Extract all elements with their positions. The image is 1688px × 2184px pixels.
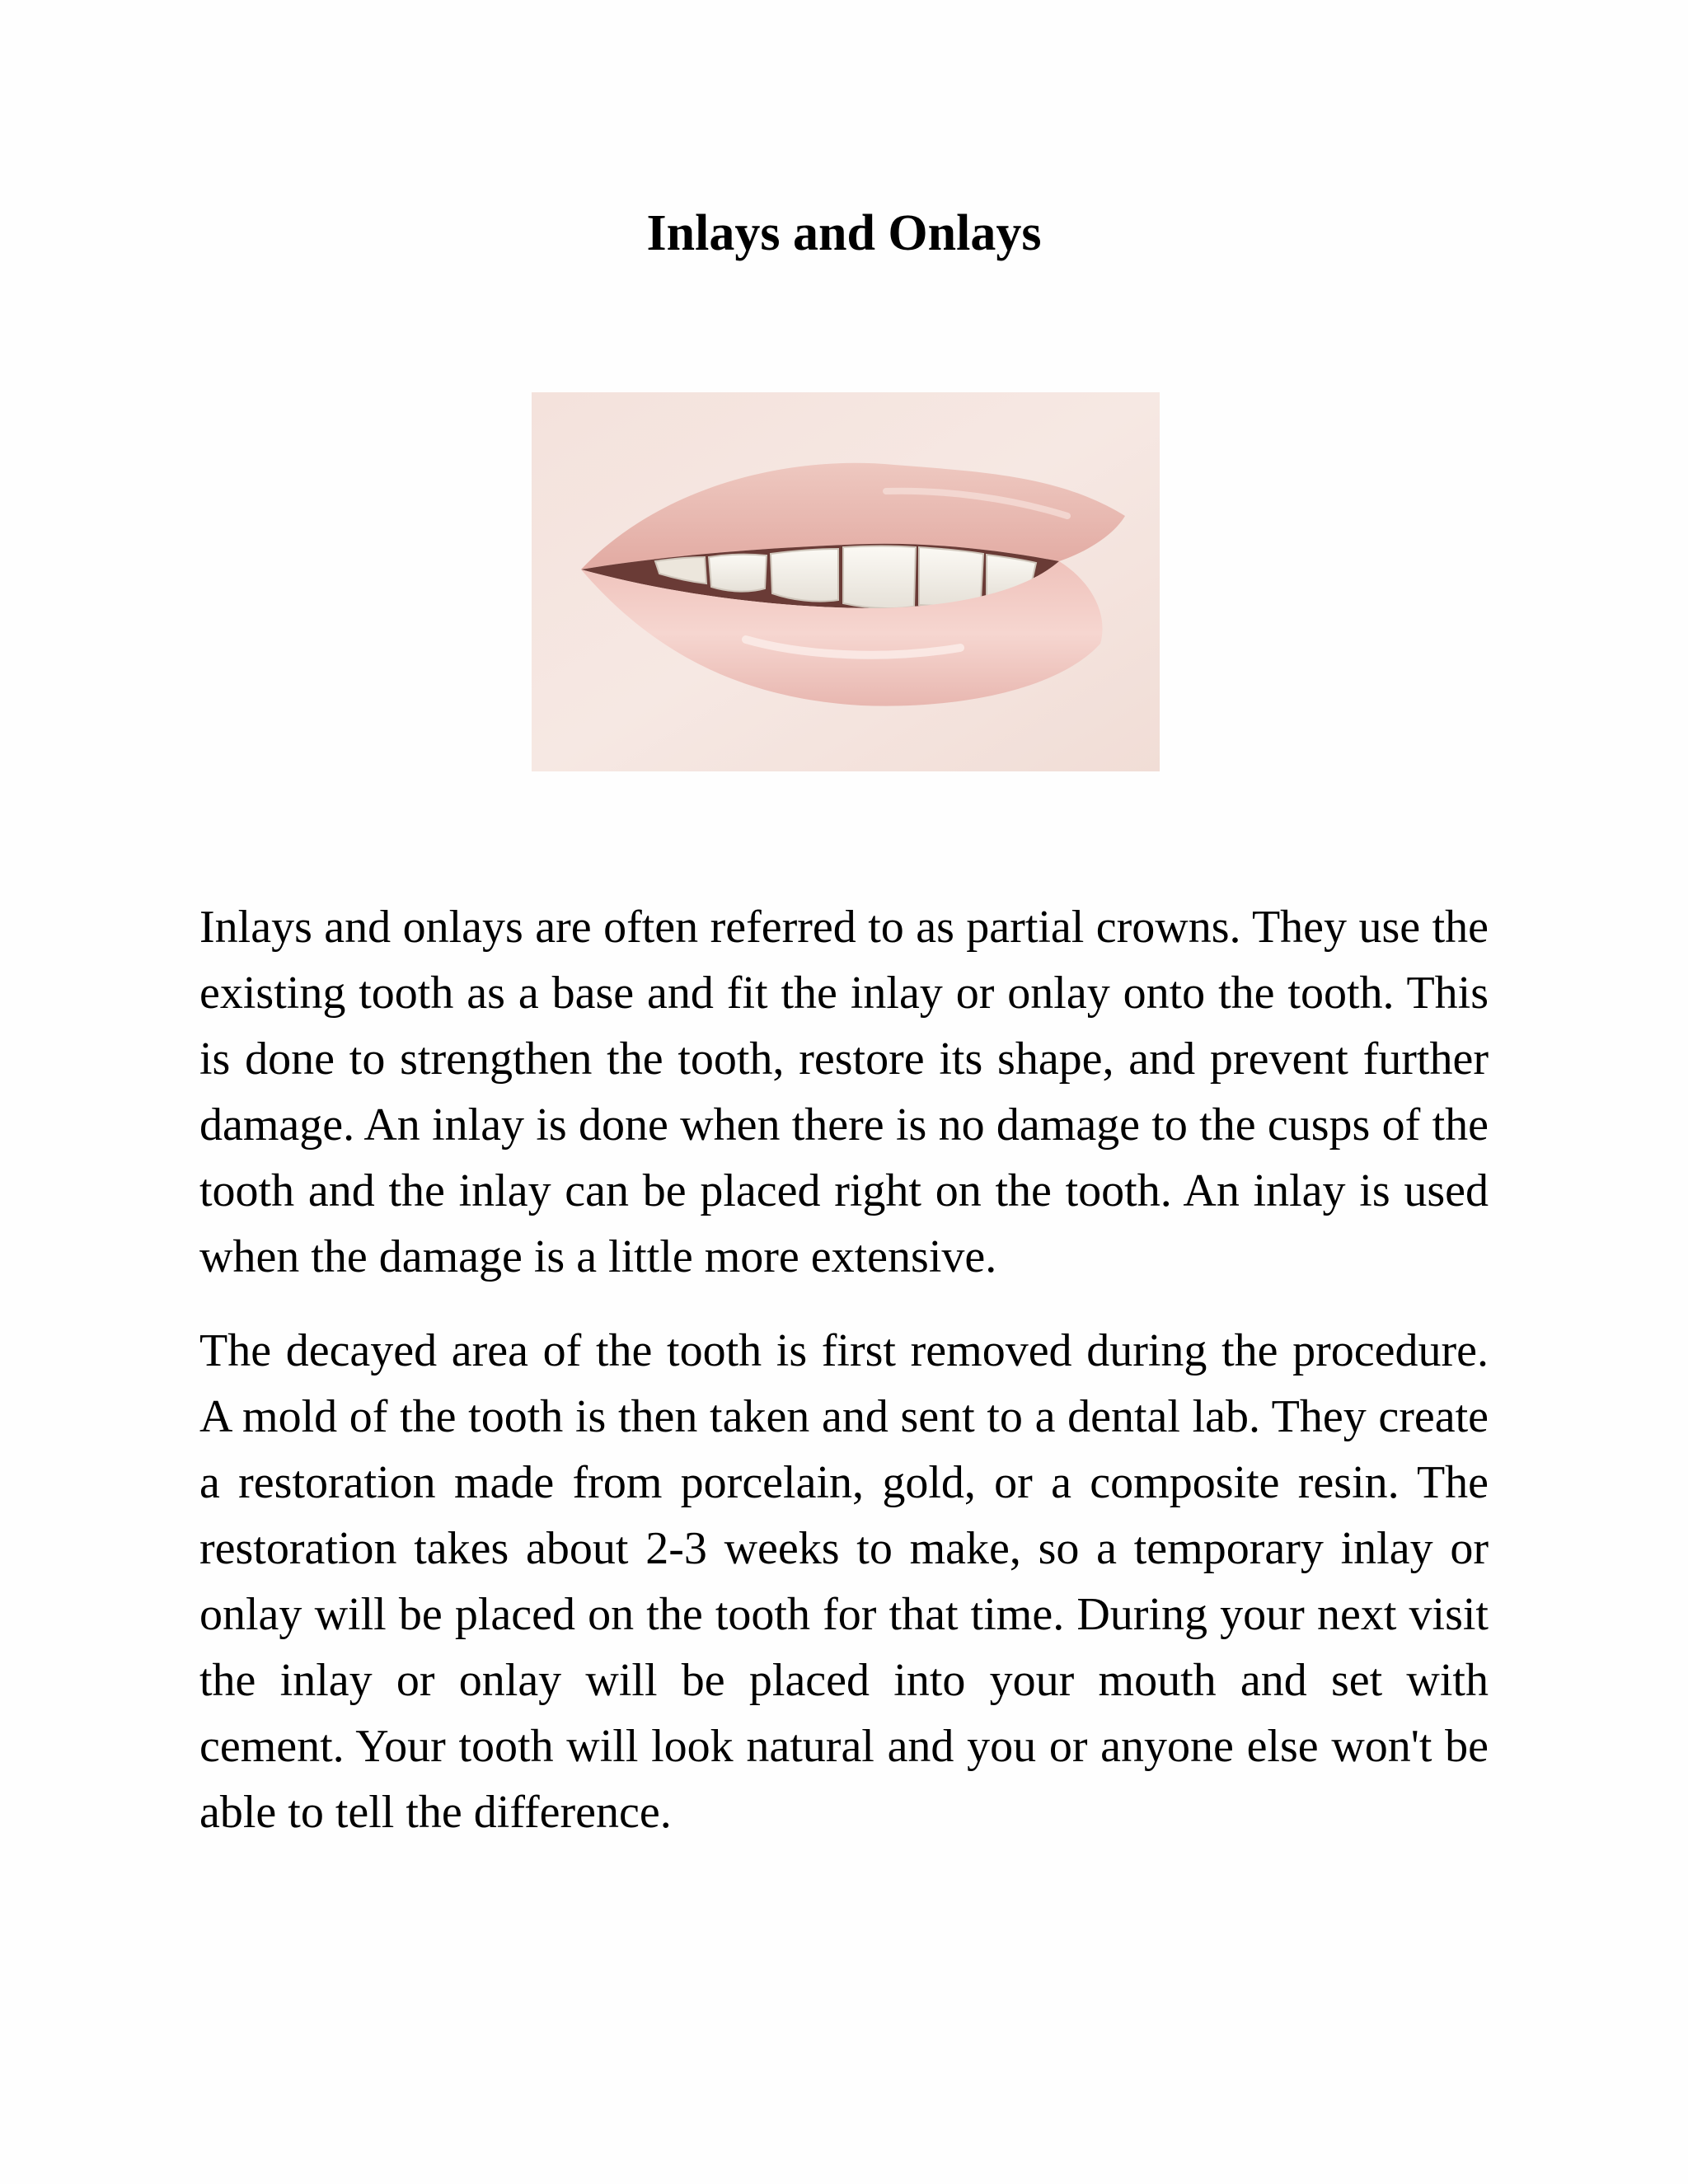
smiling-lips-photo [532,392,1160,771]
body-text [199,894,1489,1873]
paragraph-1: Inlays and onlays are often referred to as partial crowns. They use the existing tooth as a base and fit the inlay or onlay onto the tooth. This is done to strengthen the tooth, restore its shape, and prevent further damage. An inlay is done when there is no damage to the cusps of the tooth and the inlay can be placed right on the tooth. An inlay is used when the damage is a little more extensive. [199,902,1489,1282]
paragraph-2: The decayed area of the tooth is first removed during the procedure. A mold of the tooth is then taken and sent to a dental lab. They create a restoration made from porcelain, gold, or a composite resin. The restoration takes about 2-3 weeks to make, so a temporary inlay or onlay will be placed on the tooth for that time. During your next visit the inlay or onlay will be placed into your mouth and set with cement. Your tooth will look natural and you or anyone else won't be able to tell the difference. [199,1325,1489,1838]
page-title: Inlays and Onlays [646,205,1042,261]
